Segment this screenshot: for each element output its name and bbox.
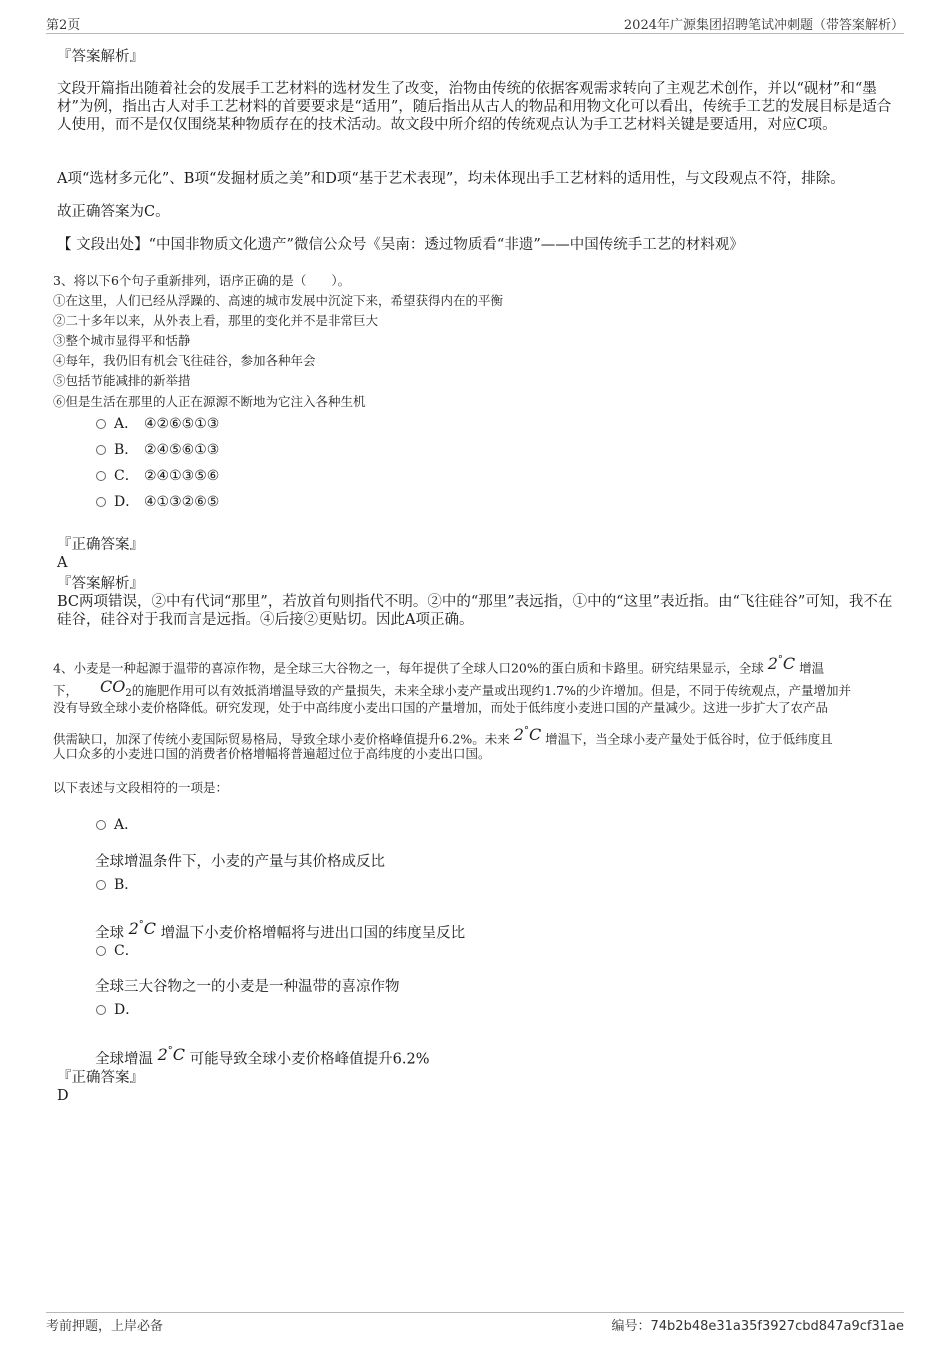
q4-prompt: 以下表述与文段相符的一项是：	[53, 780, 229, 795]
q4-option-d-text: 全球增温 2°C 可能导致全球小麦价格峰值提升6.2%	[95, 1045, 430, 1068]
q4-answer-label: 『正确答案』	[57, 1070, 144, 1086]
q4-stem-line3: 没有导致全球小麦价格降低。研究发现，处于中高纬度小麦出口国的产量增加，而处于低纬度小麦进口国的产量减少。这进一步扩大了农产品	[53, 700, 829, 715]
co2-formula: $CO_2$	[100, 677, 132, 700]
radio-icon[interactable]	[96, 946, 106, 956]
temperature-2c: 2°C	[767, 654, 796, 674]
page-number: 第2页	[46, 18, 81, 33]
radio-icon[interactable]	[96, 880, 106, 890]
q4-option-b-text: 全球 2°C 增温下小麦价格增幅将与进出口国的纬度呈反比	[95, 919, 466, 942]
q4-option-c[interactable]: C．	[96, 941, 144, 961]
q3-sentence-3: ③整个城市显得平和恬静	[53, 333, 191, 348]
q4-answer: D	[57, 1088, 69, 1104]
temperature-2c: 2°C	[513, 725, 542, 745]
q3-option-d[interactable]: D． ④①③②⑥⑤	[96, 492, 219, 512]
q3-sentence-2: ②二十多年以来，从外表上看，那里的变化并不是非常巨大	[53, 313, 379, 328]
q2-source: 【 文段出处】“中国非物质文化遗产”微信公众号《吴南：透过物质看“非遗”——中国传统手工艺的材料观》	[57, 237, 744, 253]
q4-stem-line5: 人口众多的小麦进口国的消费者价格增幅将普遍超过位于高纬度的小麦出口国。	[53, 746, 491, 761]
radio-icon[interactable]	[96, 471, 106, 481]
temperature-2c: 2°C	[128, 919, 157, 939]
q3-option-a[interactable]: A． ④②⑥⑤①③	[96, 414, 219, 434]
radio-icon[interactable]	[96, 419, 106, 429]
q4-option-a-text: 全球增温条件下，小麦的产量与其价格成反比	[95, 854, 385, 870]
footer-code: 编号：74b2b48e31a35f3927cbd847a9cf31ae	[611, 1319, 904, 1334]
q2-analysis-para2: A项“选材多元化”、B项“发掘材质之美”和D项“基于艺术表现”，均未体现出手工艺材料的适用性，与文段观点不符，排除。	[57, 171, 845, 187]
radio-icon[interactable]	[96, 1005, 106, 1015]
q3-analysis-label: 『答案解析』	[57, 576, 144, 592]
q2-analysis-para1: 文段开篇指出随着社会的发展手工艺材料的选材发生了改变，治物由传统的依据客观需求转向了主观艺术创作，并以“砚材”和“墨材”为例，指出古人对手工艺材料的首要要求是“适用”，随后指出从古人的物品和用物文化可以看出，传统手工艺的发展目标是适合人使用，而不是仅仅围绕某种物质存在的技术活动。故文段中所介绍的传统观点认为手工艺材料关键是要适用，对应C项。	[57, 81, 892, 133]
q4-option-a[interactable]: A．	[96, 815, 144, 835]
q4-option-b[interactable]: B．	[96, 875, 144, 895]
q4-stem-line2: 下， $CO_2$的施肥作用可以有效抵消增温导致的产量损失，未来全球小麦产量或出现约1.7%的少许增加。但是，不同于传统观点，产量增加并	[53, 677, 851, 700]
page-footer	[46, 1312, 904, 1334]
q3-option-c[interactable]: C． ②④①③⑤⑥	[96, 466, 219, 486]
q3-sentence-4: ④每年，我仍旧有机会飞往硅谷，参加各种年会	[53, 353, 316, 368]
q4-option-d[interactable]: D．	[96, 1000, 144, 1020]
q2-analysis-label: 『答案解析』	[57, 49, 144, 65]
page-header	[46, 14, 904, 34]
footer-slogan: 考前押题，上岸必备	[46, 1319, 164, 1334]
q2-analysis-para3: 故正确答案为C。	[57, 204, 170, 220]
temperature-2c: 2°C	[157, 1045, 186, 1065]
radio-icon[interactable]	[96, 820, 106, 830]
q3-sentence-6: ⑥但是生活在那里的人正在源源不断地为它注入各种生机	[53, 394, 366, 409]
q3-analysis: BC两项错误，②中有代词“那里”，若放首句则指代不明。②中的“那里”表远指，①中的“这里”表近指。由“飞往硅谷”可知，我不在硅谷，硅谷对于我而言是远指。④后接②更贴切。因此A项正确。	[57, 594, 893, 628]
q4-stem-line1: 4、小麦是一种起源于温带的喜凉作物，是全球三大谷物之一，每年提供了全球人口20%的蛋白质和卡路里。研究结果显示，全球 2°C 增温	[53, 654, 825, 676]
q3-option-b[interactable]: B． ②④⑤⑥①③	[96, 440, 219, 460]
q4-option-c-text: 全球三大谷物之一的小麦是一种温带的喜凉作物	[95, 979, 400, 995]
document-title: 2024年广源集团招聘笔试冲刺题（带答案解析）	[623, 18, 904, 33]
q3-stem: 3、将以下6个句子重新排列，语序正确的是（ ）。	[53, 273, 351, 288]
radio-icon[interactable]	[96, 445, 106, 455]
q3-answer: A	[57, 555, 68, 571]
q3-sentence-5: ⑤包括节能减排的新举措	[53, 373, 191, 388]
radio-icon[interactable]	[96, 497, 106, 507]
q3-sentence-1: ①在这里，人们已经从浮躁的、高速的城市发展中沉淀下来，希望获得内在的平衡	[53, 293, 504, 308]
q3-answer-label: 『正确答案』	[57, 537, 144, 553]
q4-stem-line4: 供需缺口，加深了传统小麦国际贸易格局，导致全球小麦价格峰值提升6.2%。未来 2°C 增温下，当全球小麦产量处于低谷时，位于低纬度且	[53, 725, 833, 747]
